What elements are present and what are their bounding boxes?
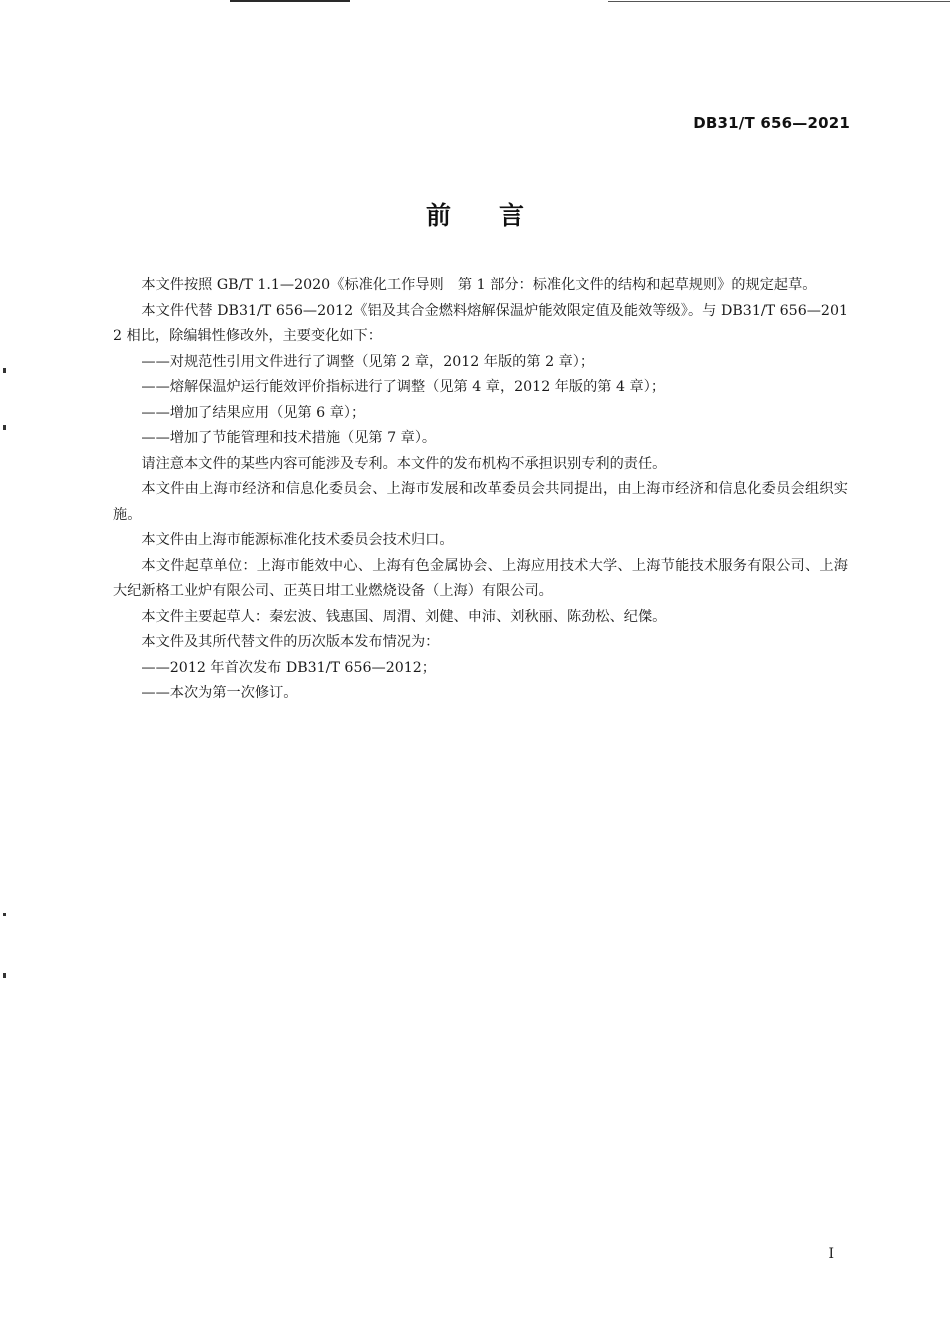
scan-artifact-mark	[3, 425, 6, 430]
list-item: ——本次为第一次修订。	[141, 685, 298, 701]
scan-artifact-mark	[3, 368, 6, 373]
paragraph: 本文件由上海市经济和信息化委员会、上海市发展和改革委员会共同提出，由上海市经济和信息化委员会组织实施。	[113, 481, 848, 523]
paragraph: 本文件由上海市能源标准化技术委员会技术归口。	[141, 532, 454, 548]
document-number: DB31/T 656—2021	[693, 114, 850, 132]
list-item: ——增加了节能管理和技术措施（见第 7 章）。	[141, 430, 437, 446]
paragraph: 请注意本文件的某些内容可能涉及专利。本文件的发布机构不承担识别专利的责任。	[141, 455, 667, 472]
paragraph: 本文件及其所代替文件的历次版本发布情况为：	[141, 634, 440, 650]
foreword-body	[113, 273, 848, 707]
page-title: 前言	[425, 201, 572, 230]
scan-artifact-mark	[3, 913, 6, 916]
list-item: ——熔解保温炉运行能效评价指标进行了调整（见第 4 章，2012 年版的第 4 章）；	[141, 379, 666, 395]
page-number: I	[828, 1246, 834, 1262]
scan-artifact-mark	[3, 973, 6, 978]
paragraph: 本文件代替 DB31/T 656—2012《铝及其合金燃料熔解保温炉能效限定值及能效等级》。与 DB31/T 656—2012 相比，除编辑性修改外，主要变化如下：	[113, 302, 848, 344]
paragraph: 本文件按照 GB/T 1.1—2020《标准化工作导则 第 1 部分：标准化文件的结构和起草规则》的规定起草。	[141, 277, 817, 293]
scan-artifact-line	[608, 1, 950, 2]
list-item: ——对规范性引用文件进行了调整（见第 2 章，2012 年版的第 2 章）；	[141, 353, 595, 370]
scan-artifact-line	[230, 0, 350, 2]
list-item: ——2012 年首次发布 DB31/T 656—2012；	[141, 659, 436, 676]
paragraph: 本文件主要起草人：秦宏波、钱惠国、周渭、刘健、申沛、刘秋丽、陈劲松、纪傑。	[141, 608, 667, 625]
list-item: ——增加了结果应用（见第 6 章）；	[141, 404, 366, 421]
paragraph: 本文件起草单位：上海市能效中心、上海有色金属协会、上海应用技术大学、上海节能技术服务有限公司、上海大纪新格工业炉有限公司、正英日坩工业燃烧设备（上海）有限公司。	[113, 557, 848, 599]
